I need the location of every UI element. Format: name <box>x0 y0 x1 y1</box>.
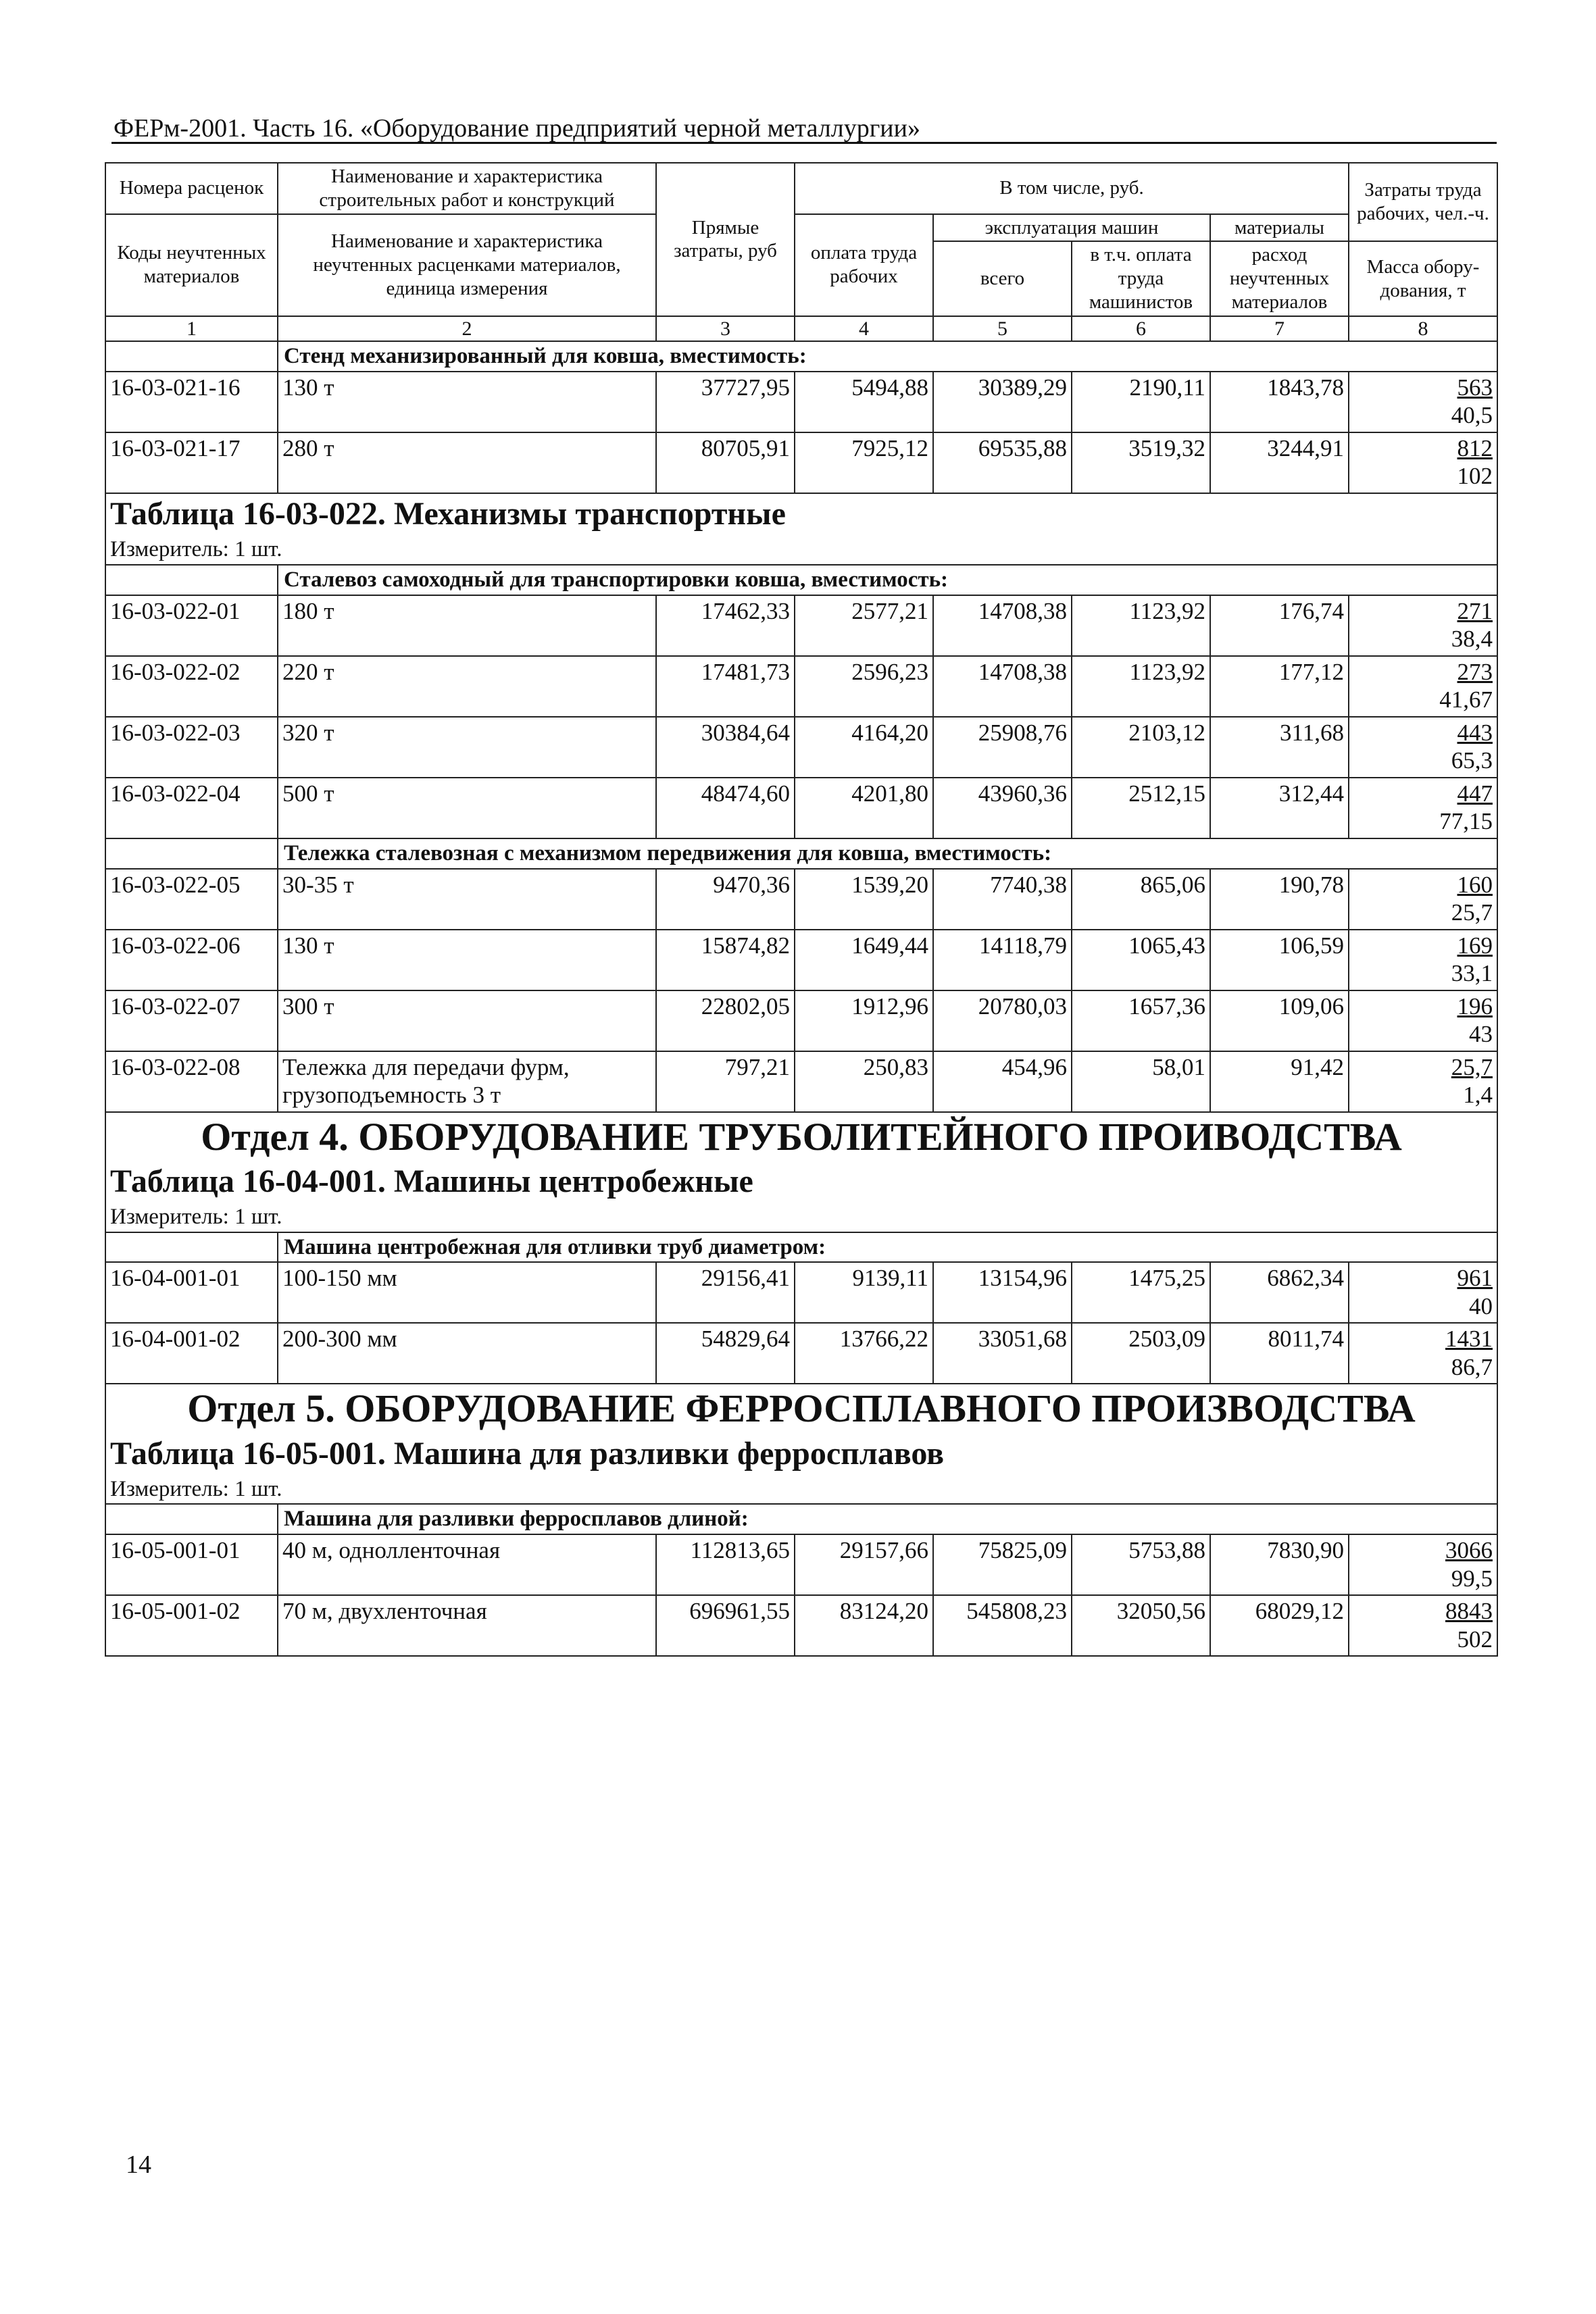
equipment-mass: 41,67 <box>1439 686 1493 713</box>
col-name-bottom: Наименование и характеристика неучтенных расценками материалов, единица измерения <box>278 214 656 316</box>
machines-total: 33051,68 <box>933 1323 1072 1384</box>
labor-cost: 160 <box>1457 871 1493 898</box>
col-machines-total: всего <box>933 241 1072 316</box>
rate-code: 16-04-001-01 <box>105 1262 278 1323</box>
labor-cost: 3066 <box>1445 1537 1493 1564</box>
labor-mass-cell <box>1349 1534 1497 1595</box>
equipment-mass: 1,4 <box>1463 1081 1493 1108</box>
department-title-row <box>105 1384 1497 1433</box>
equipment-mass: 40 <box>1469 1292 1493 1319</box>
measure-unit-row <box>105 1475 1497 1505</box>
equipment-mass: 102 <box>1457 463 1493 490</box>
labor-mass-cell <box>1349 1595 1497 1656</box>
labor-cost: 273 <box>1457 658 1493 685</box>
direct-cost: 48474,60 <box>656 778 795 838</box>
direct-cost: 15874,82 <box>656 930 795 990</box>
header-row <box>105 214 1497 242</box>
item-name: 100-150 мм <box>278 1262 656 1323</box>
col-name-top: Наименование и характеристика строительных работ и конструкций <box>278 163 656 214</box>
rate-code: 16-03-022-08 <box>105 1051 278 1112</box>
labor-cost: 443 <box>1457 719 1493 746</box>
materials: 7830,90 <box>1210 1534 1349 1595</box>
labor-mass-cell <box>1349 1323 1497 1384</box>
running-header: ФЕРм-2001. Часть 16. «Оборудование предприятий черной металлургии» <box>114 114 920 143</box>
col-incl: В том числе, руб. <box>795 163 1349 214</box>
machines-labor: 32050,56 <box>1072 1595 1210 1656</box>
subheader-row <box>105 1504 1497 1534</box>
machines-total: 14708,38 <box>933 656 1072 717</box>
machines-labor: 2103,12 <box>1072 717 1210 778</box>
measure-unit-row <box>105 1203 1497 1232</box>
labor-cost: 196 <box>1457 992 1493 1020</box>
equipment-mass: 77,15 <box>1439 807 1493 834</box>
col-materials-sub: расход неучтенных материалов <box>1210 241 1349 316</box>
machines-labor: 3519,32 <box>1072 432 1210 493</box>
labor-pay: 1649,44 <box>795 930 933 990</box>
subheader: Тележка сталевозная с механизмом передвижения для ковша, вместимость: <box>278 838 1497 869</box>
machines-total: 43960,36 <box>933 778 1072 838</box>
item-name: 220 т <box>278 656 656 717</box>
machines-labor: 1657,36 <box>1072 990 1210 1051</box>
labor-cost: 169 <box>1457 932 1493 959</box>
rates-frame <box>105 162 1497 1657</box>
direct-cost: 30384,64 <box>656 717 795 778</box>
labor-pay: 9139,11 <box>795 1262 933 1323</box>
measure-unit: Измеритель: 1 шт. <box>105 535 1497 565</box>
direct-cost: 37727,95 <box>656 372 795 432</box>
table-row <box>105 595 1497 656</box>
labor-mass-cell <box>1349 656 1497 717</box>
column-numbers-row <box>105 316 1497 341</box>
col-labor-pay: оплата труда рабочих <box>795 214 933 316</box>
machines-total: 7740,38 <box>933 869 1072 930</box>
item-name: 320 т <box>278 717 656 778</box>
col-machines: эксплуатация машин <box>933 214 1210 242</box>
measure-unit: Измеритель: 1 шт. <box>105 1203 1497 1232</box>
equipment-mass: 65,3 <box>1451 747 1493 774</box>
materials: 177,12 <box>1210 656 1349 717</box>
col-machines-labor: в т.ч. оплата труда машинистов <box>1072 241 1210 316</box>
labor-cost: 447 <box>1457 780 1493 807</box>
labor-pay: 7925,12 <box>795 432 933 493</box>
machines-total: 13154,96 <box>933 1262 1072 1323</box>
column-number: 1 <box>105 316 278 341</box>
labor-pay: 4201,80 <box>795 778 933 838</box>
column-number: 4 <box>795 316 933 341</box>
machines-labor: 2190,11 <box>1072 372 1210 432</box>
measure-unit-row <box>105 535 1497 565</box>
table-title-row <box>105 493 1497 535</box>
col-code-bottom: Коды неучтенных материалов <box>105 214 278 316</box>
item-name: 200-300 мм <box>278 1323 656 1384</box>
column-number: 2 <box>278 316 656 341</box>
column-number: 3 <box>656 316 795 341</box>
machines-total: 545808,23 <box>933 1595 1072 1656</box>
item-name: 280 т <box>278 432 656 493</box>
labor-mass-cell <box>1349 1262 1497 1323</box>
materials: 68029,12 <box>1210 1595 1349 1656</box>
table-row <box>105 1595 1497 1656</box>
item-name: 300 т <box>278 990 656 1051</box>
machines-labor: 2503,09 <box>1072 1323 1210 1384</box>
table-row <box>105 990 1497 1051</box>
header-row <box>105 163 1497 214</box>
subheader-blank <box>105 565 278 595</box>
table-row <box>105 1262 1497 1323</box>
column-number: 7 <box>1210 316 1349 341</box>
labor-pay: 250,83 <box>795 1051 933 1112</box>
labor-mass-cell <box>1349 432 1497 493</box>
table-title: Таблица 16-05-001. Машина для разливки ферросплавов <box>105 1434 1497 1475</box>
item-name: 70 м, двухленточная <box>278 1595 656 1656</box>
machines-total: 20780,03 <box>933 990 1072 1051</box>
labor-pay: 2596,23 <box>795 656 933 717</box>
subheader-row <box>105 341 1497 372</box>
direct-cost: 54829,64 <box>656 1323 795 1384</box>
labor-pay: 4164,20 <box>795 717 933 778</box>
page-number: 14 <box>126 2150 151 2179</box>
direct-cost: 17462,33 <box>656 595 795 656</box>
materials: 176,74 <box>1210 595 1349 656</box>
rate-code: 16-03-022-07 <box>105 990 278 1051</box>
rate-code: 16-03-022-02 <box>105 656 278 717</box>
labor-mass-cell <box>1349 595 1497 656</box>
labor-cost: 271 <box>1457 597 1493 624</box>
table-body <box>105 163 1497 1656</box>
rate-code: 16-03-022-06 <box>105 930 278 990</box>
subheader-row <box>105 1232 1497 1263</box>
table-row <box>105 1323 1497 1384</box>
materials: 109,06 <box>1210 990 1349 1051</box>
subheader: Стенд механизированный для ковша, вместимость: <box>278 341 1497 372</box>
subheader: Сталевоз самоходный для транспортировки ковша, вместимость: <box>278 565 1497 595</box>
col-materials: материалы <box>1210 214 1349 242</box>
materials: 1843,78 <box>1210 372 1349 432</box>
materials: 91,42 <box>1210 1051 1349 1112</box>
equipment-mass: 38,4 <box>1451 625 1493 652</box>
subheader-blank <box>105 838 278 869</box>
labor-cost: 25,7 <box>1451 1053 1493 1080</box>
table-row <box>105 869 1497 930</box>
equipment-mass: 40,5 <box>1451 402 1493 429</box>
column-number: 5 <box>933 316 1072 341</box>
item-name: 30-35 т <box>278 869 656 930</box>
labor-cost: 812 <box>1457 435 1493 462</box>
department-title: Отдел 5. ОБОРУДОВАНИЕ ФЕРРОСПЛАВНОГО ПРОИЗВОДСТВА <box>105 1384 1497 1433</box>
col-mass: Масса обору-дования, т <box>1349 241 1497 316</box>
labor-mass-cell <box>1349 869 1497 930</box>
column-number: 8 <box>1349 316 1497 341</box>
machines-total: 25908,76 <box>933 717 1072 778</box>
materials: 190,78 <box>1210 869 1349 930</box>
materials: 6862,34 <box>1210 1262 1349 1323</box>
table-row <box>105 656 1497 717</box>
rate-code: 16-03-022-04 <box>105 778 278 838</box>
subheader-blank <box>105 341 278 372</box>
direct-cost: 80705,91 <box>656 432 795 493</box>
equipment-mass: 502 <box>1457 1626 1493 1653</box>
labor-pay: 83124,20 <box>795 1595 933 1656</box>
rate-code: 16-05-001-01 <box>105 1534 278 1595</box>
subheader-row <box>105 565 1497 595</box>
direct-cost: 22802,05 <box>656 990 795 1051</box>
machines-labor: 58,01 <box>1072 1051 1210 1112</box>
table-row <box>105 372 1497 432</box>
col-direct: Прямые затраты, руб <box>656 163 795 316</box>
table-title: Таблица 16-03-022. Механизмы транспортные <box>105 493 1497 535</box>
labor-pay: 2577,21 <box>795 595 933 656</box>
materials: 311,68 <box>1210 717 1349 778</box>
column-number: 6 <box>1072 316 1210 341</box>
machines-total: 14118,79 <box>933 930 1072 990</box>
machines-total: 454,96 <box>933 1051 1072 1112</box>
table-row <box>105 1534 1497 1595</box>
machines-total: 14708,38 <box>933 595 1072 656</box>
item-name: 130 т <box>278 372 656 432</box>
rate-code: 16-04-001-02 <box>105 1323 278 1384</box>
subheader: Машина для разливки ферросплавов длиной: <box>278 1504 1497 1534</box>
machines-labor: 5753,88 <box>1072 1534 1210 1595</box>
equipment-mass: 25,7 <box>1451 899 1493 926</box>
item-name: 180 т <box>278 595 656 656</box>
subheader-blank <box>105 1232 278 1263</box>
labor-mass-cell <box>1349 990 1497 1051</box>
machines-labor: 1123,92 <box>1072 656 1210 717</box>
labor-mass-cell <box>1349 930 1497 990</box>
col-labor-cost: Затраты труда рабочих, чел.-ч. <box>1349 163 1497 241</box>
machines-labor: 1065,43 <box>1072 930 1210 990</box>
labor-cost: 1431 <box>1445 1326 1493 1353</box>
subheader: Машина центробежная для отливки труб диаметром: <box>278 1232 1497 1263</box>
item-name: 40 м, однолленточная <box>278 1534 656 1595</box>
department-title-row <box>105 1112 1497 1161</box>
labor-mass-cell <box>1349 372 1497 432</box>
labor-mass-cell <box>1349 778 1497 838</box>
materials: 106,59 <box>1210 930 1349 990</box>
col-code-top: Номера расценок <box>105 163 278 214</box>
labor-cost: 563 <box>1457 374 1493 401</box>
item-name: Тележка для передачи фурм, грузоподъемность 3 т <box>278 1051 656 1112</box>
materials: 8011,74 <box>1210 1323 1349 1384</box>
table-row <box>105 717 1497 778</box>
table-row <box>105 930 1497 990</box>
equipment-mass: 99,5 <box>1451 1565 1493 1592</box>
labor-mass-cell <box>1349 1051 1497 1112</box>
equipment-mass: 33,1 <box>1451 959 1493 986</box>
labor-cost: 8843 <box>1445 1598 1493 1625</box>
table-title-row <box>105 1434 1497 1475</box>
direct-cost: 29156,41 <box>656 1262 795 1323</box>
table-title: Таблица 16-04-001. Машины центробежные <box>105 1161 1497 1203</box>
labor-mass-cell <box>1349 717 1497 778</box>
header-rule <box>111 142 1497 144</box>
equipment-mass: 43 <box>1469 1020 1493 1047</box>
department-title: Отдел 4. ОБОРУДОВАНИЕ ТРУБОЛИТЕЙНОГО ПРОИВОДСТВА <box>105 1112 1497 1161</box>
labor-pay: 1539,20 <box>795 869 933 930</box>
rate-code: 16-03-022-01 <box>105 595 278 656</box>
machines-total: 69535,88 <box>933 432 1072 493</box>
labor-pay: 1912,96 <box>795 990 933 1051</box>
direct-cost: 17481,73 <box>656 656 795 717</box>
table-row <box>105 1051 1497 1112</box>
item-name: 130 т <box>278 930 656 990</box>
item-name: 500 т <box>278 778 656 838</box>
table-row <box>105 778 1497 838</box>
machines-labor: 1123,92 <box>1072 595 1210 656</box>
measure-unit: Измеритель: 1 шт. <box>105 1475 1497 1505</box>
direct-cost: 797,21 <box>656 1051 795 1112</box>
labor-pay: 29157,66 <box>795 1534 933 1595</box>
subheader-blank <box>105 1504 278 1534</box>
materials: 3244,91 <box>1210 432 1349 493</box>
machines-total: 30389,29 <box>933 372 1072 432</box>
rates-table <box>105 162 1498 1657</box>
direct-cost: 696961,55 <box>656 1595 795 1656</box>
machines-labor: 1475,25 <box>1072 1262 1210 1323</box>
materials: 312,44 <box>1210 778 1349 838</box>
equipment-mass: 86,7 <box>1451 1353 1493 1380</box>
direct-cost: 9470,36 <box>656 869 795 930</box>
machines-labor: 865,06 <box>1072 869 1210 930</box>
machines-labor: 2512,15 <box>1072 778 1210 838</box>
labor-cost: 961 <box>1457 1265 1493 1292</box>
rate-code: 16-03-021-17 <box>105 432 278 493</box>
rate-code: 16-03-022-05 <box>105 869 278 930</box>
machines-total: 75825,09 <box>933 1534 1072 1595</box>
labor-pay: 13766,22 <box>795 1323 933 1384</box>
table-title-row <box>105 1161 1497 1203</box>
table-row <box>105 432 1497 493</box>
subheader-row <box>105 838 1497 869</box>
rate-code: 16-03-021-16 <box>105 372 278 432</box>
rate-code: 16-03-022-03 <box>105 717 278 778</box>
rate-code: 16-05-001-02 <box>105 1595 278 1656</box>
labor-pay: 5494,88 <box>795 372 933 432</box>
direct-cost: 112813,65 <box>656 1534 795 1595</box>
